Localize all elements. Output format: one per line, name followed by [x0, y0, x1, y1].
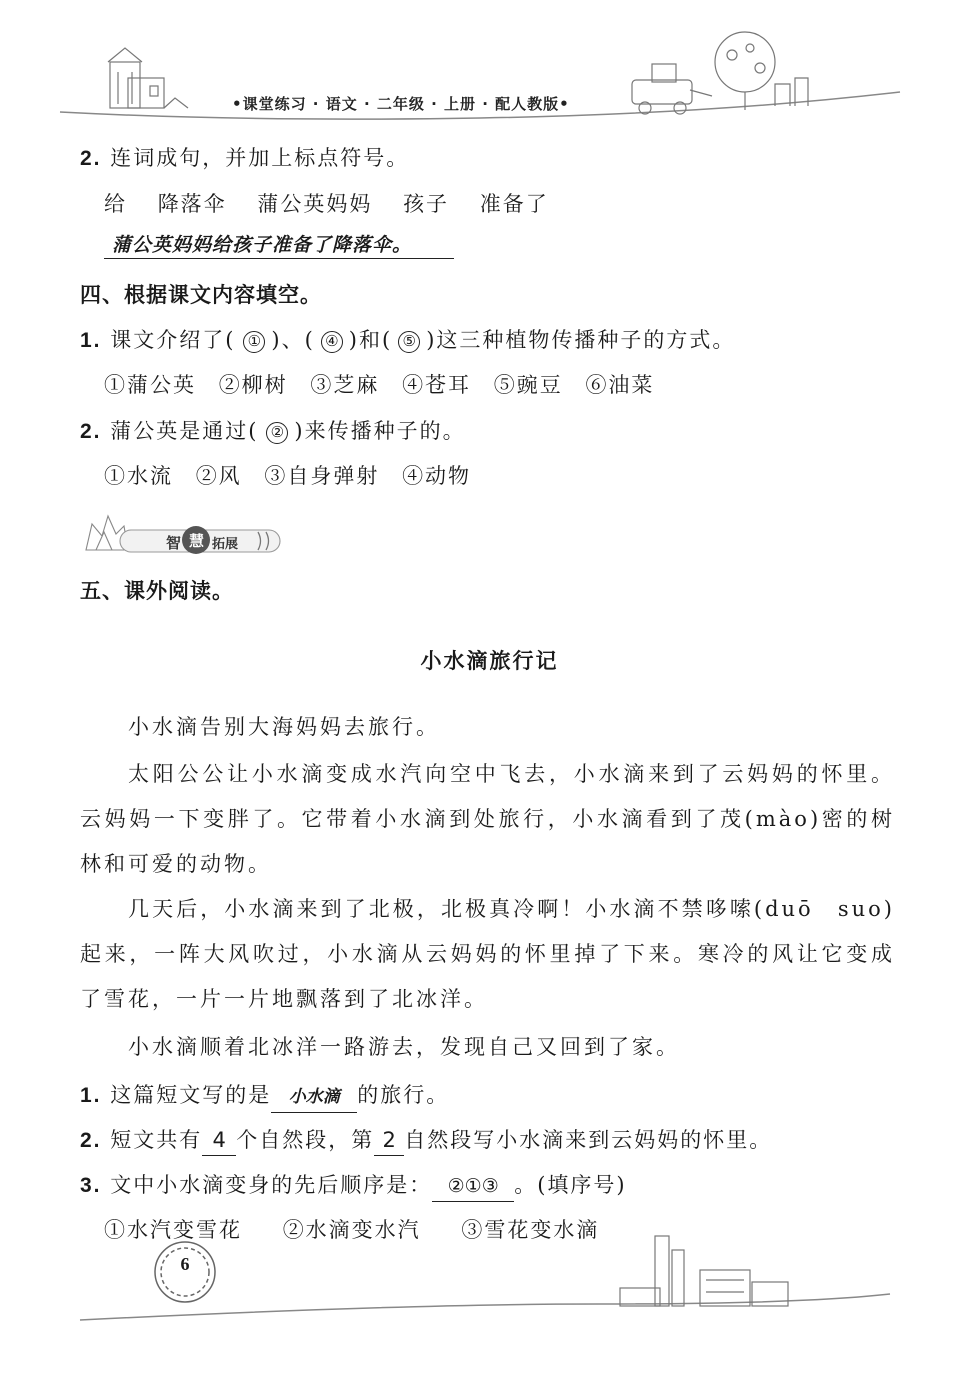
- answer-circle: ④: [321, 331, 343, 353]
- question: 1. 课文介绍了( ① )、( ④ )和( ⑤ )这三种植物传播种子的方式。: [80, 328, 736, 352]
- footer-decoration: [0, 1200, 979, 1374]
- answer-blank: 2: [374, 1125, 404, 1156]
- question: 3. 文中小水滴变身的先后顺序是： ②①③ 。(填序号): [80, 1170, 627, 1202]
- story-paragraph: 太阳公公让小水滴变成水汽向空中飞去，小水滴来到了云妈妈的怀里。云妈妈一下变胖了。它带着小水滴到处旅行，小水滴看到了茂(mào)密的树林和可爱的动物。: [80, 762, 895, 876]
- buildings-illustration-left: [108, 48, 188, 108]
- question: 2. 蒲公英是通过( ② )来传播种子的。: [80, 419, 466, 443]
- question-title: 2. 连词成句，并加上标点符号。: [80, 146, 410, 170]
- story-title: 小水滴旅行记: [420, 649, 559, 673]
- word-list: 给 降落伞 蒲公英妈妈 孩子 准备了: [104, 192, 549, 216]
- section-heading: 五、课外阅读。: [80, 579, 234, 603]
- answer-blank: 小水滴: [271, 1082, 357, 1113]
- svg-text:拓展: 拓展: [212, 537, 239, 552]
- answer-circle: ②: [266, 422, 288, 444]
- option-list: ①水汽变雪花 ②水滴变水汽 ③雪花变水滴: [104, 1218, 600, 1242]
- answer-blank: ②①③: [432, 1171, 514, 1202]
- header-decoration: [0, 0, 979, 140]
- question: 1. 这篇短文写的是 小水滴 的旅行。: [80, 1080, 449, 1113]
- option-list: ①水流 ②风 ③自身弹射 ④动物: [104, 464, 472, 488]
- question: 2. 短文共有 4 个自然段，第 2 自然段写小水滴来到云妈妈的怀里。: [80, 1125, 772, 1156]
- truck-tree-illustration-right: [632, 32, 808, 114]
- story-paragraph: 几天后，小水滴来到了北极，北极真冷啊！小水滴不禁哆嗦(duō suo)起来，一阵大风吹过，小水滴从云妈妈的怀里掉了下来。寒冷的风让它变成了雪花，一片一片地飘落到了北冰洋。: [80, 897, 895, 1011]
- page-number: 6: [180, 1254, 190, 1274]
- answer-circle: ①: [243, 331, 265, 353]
- answer-blank: 4: [202, 1125, 236, 1156]
- city-skyline-illustration: [620, 1236, 788, 1306]
- handwritten-answer: 蒲公英妈妈给孩子准备了降落伞。: [112, 234, 413, 256]
- story-paragraph: 小水滴顺着北冰洋一路游去，发现自己又回到了家。: [128, 1035, 680, 1059]
- section-heading: 四、根据课文内容填空。: [80, 283, 322, 307]
- story-paragraph: 小水滴告别大海妈妈去旅行。: [128, 715, 440, 739]
- option-list: ①蒲公英 ②柳树 ③芝麻 ④苍耳 ⑤豌豆 ⑥油菜: [104, 373, 655, 397]
- wisdom-expansion-badge: [82, 506, 282, 556]
- answer-circle: ⑤: [398, 331, 420, 353]
- svg-text:慧: 慧: [189, 532, 205, 550]
- header-title: •课堂练习 · 语文 · 二年级 · 上册 · 配人教版•: [232, 95, 570, 113]
- answer-underline: [104, 258, 454, 259]
- svg-text:智: 智: [166, 534, 182, 552]
